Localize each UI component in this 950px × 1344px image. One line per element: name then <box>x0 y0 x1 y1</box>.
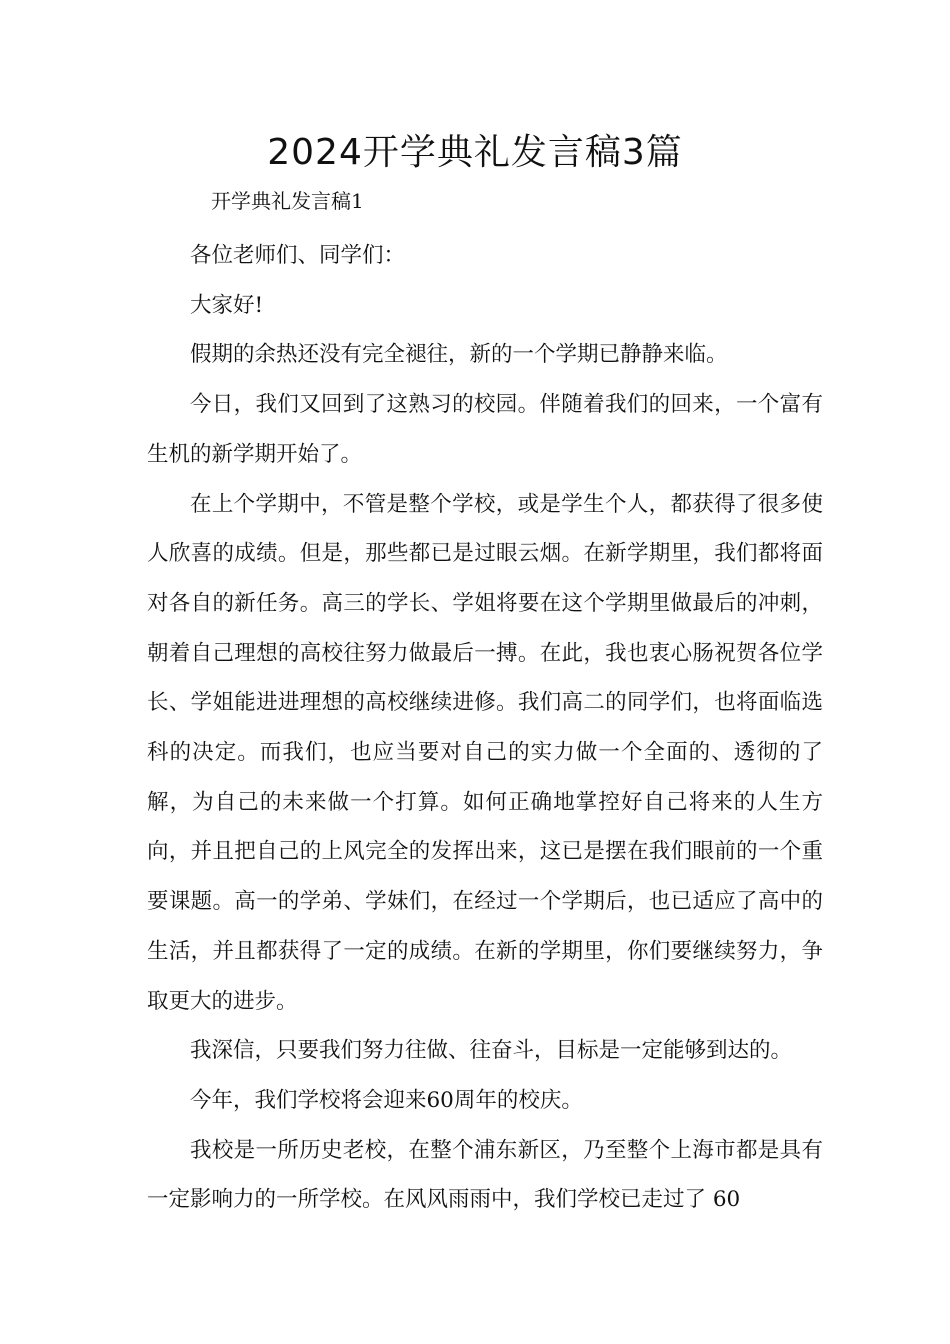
body-paragraph: 在上个学期中，不管是整个学校，或是学生个人，都获得了很多使人欣喜的成绩。但是，那些都已是过眼云烟。在新学期里，我们都将面对各自的新任务。高三的学长、学姐将要在这个学期里做最后的冲刺，朝着自己理想的高校往努力做最后一搏。在此，我也衷心肠祝贺各位学长、学姐能进进理想的高校继续进修。我们高二的同学们，也将面临选科的决定。而我们，也应当要对自己的实力做一个全面的、透彻的了解，为自己的未来做一个打算。如何正确地掌控好自己将来的人生方向，并且把自己的上风完全的发挥出来，这已是摆在我们眼前的一个重要课题。高一的学弟、学妹们，在经过一个学期后，也已适应了高中的生活，并且都获得了一定的成绩。在新的学期里，你们要继续努力，争取更大的进步。 <box>147 491 823 1014</box>
section-heading: 开学典礼发言稿1 <box>211 189 364 213</box>
body-paragraph: 我深信，只要我们努力往做、往奋斗，目标是一定能够到达的。 <box>190 1038 793 1064</box>
body-paragraph: 假期的余热还没有完全褪往，新的一个学期已静静来临。 <box>190 342 728 368</box>
body-paragraph: 我校是一所历史老校，在整个浦东新区，乃至整个上海市都是具有一定影响力的一所学校。在风风雨雨中，我们学校已走过了 60 <box>147 1137 823 1213</box>
hello-paragraph: 大家好! <box>190 292 264 318</box>
document-body <box>147 231 823 1225</box>
document-title: 2024开学典礼发言稿3篇 <box>267 132 683 173</box>
body-paragraph: 今日，我们又回到了这熟习的校园。伴随着我们的回来，一个富有生机的新学期开始了。 <box>147 392 823 467</box>
greeting-paragraph: 各位老师们、同学们： <box>190 243 406 268</box>
body-paragraph: 今年，我们学校将会迎来60周年的校庆。 <box>190 1087 583 1113</box>
